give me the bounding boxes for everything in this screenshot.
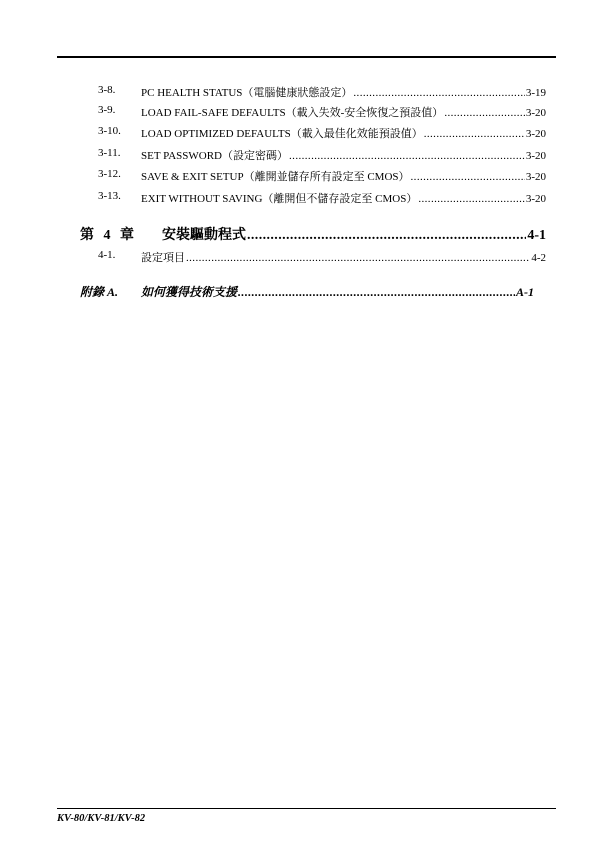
toc-entry-page: 3-20 <box>525 128 546 140</box>
toc-entry-page: 3-20 <box>525 171 546 183</box>
dot-leader <box>418 193 524 205</box>
dot-leader <box>411 171 525 183</box>
toc-entry-title: EXIT WITHOUT SAVING（離開但不儲存設定至 CMOS） <box>141 193 418 205</box>
toc-entry-title: LOAD OPTIMIZED DEFAULTS（載入最佳化效能預設值） <box>141 128 423 140</box>
dot-leader <box>289 150 525 162</box>
footer-model-name: KV-80/KV-81/KV-82 <box>57 813 146 824</box>
toc-appendix-page: A-1 <box>516 285 534 299</box>
toc-entry-title: PC HEALTH STATUS（電腦健康狀態設定） <box>141 87 353 99</box>
toc-entry-title: SET PASSWORD（設定密碼） <box>141 150 289 162</box>
toc-entry-number: 3-8. <box>98 84 116 96</box>
toc-entry-page: 3-20 <box>525 150 546 162</box>
dot-leader <box>247 228 526 244</box>
toc-chapter-page: 4-1 <box>527 228 546 243</box>
toc-chapter-title: 安裝驅動程式 <box>162 228 246 243</box>
toc-entry-number: 3-12. <box>98 168 121 180</box>
dot-leader <box>444 107 525 119</box>
toc-entry-number: 3-9. <box>98 104 116 116</box>
dot-leader <box>424 128 525 140</box>
toc-entry-page: 3-20 <box>525 107 546 119</box>
toc-entry-title: LOAD FAIL-SAFE DEFAULTS（載入失效-安全恢復之預設值） <box>141 107 444 119</box>
toc-entry-title: 設定項目 <box>141 252 185 264</box>
dot-leader <box>353 87 524 99</box>
toc-entry-page: 4-2 <box>531 252 546 264</box>
toc-entry-number: 4-1. <box>98 249 116 261</box>
toc-entry-number: 3-13. <box>98 190 121 202</box>
toc-entry-page: 3-19 <box>525 87 546 99</box>
header-rule <box>57 56 556 58</box>
toc-entry-number: 3-10. <box>98 125 121 137</box>
toc-entry-number: 3-11. <box>98 147 121 159</box>
toc-entry-page: 3-20 <box>525 193 546 205</box>
dot-leader <box>186 252 530 264</box>
dot-leader <box>238 285 515 300</box>
toc-appendix-title: 如何獲得技術支援 <box>141 285 238 299</box>
toc-entry-title: SAVE & EXIT SETUP（離開並儲存所有設定至 CMOS） <box>141 171 410 183</box>
toc-appendix-number: 附錄 A. <box>80 285 119 299</box>
footer-rule <box>57 808 556 809</box>
toc-chapter-number: 第 4 章 <box>80 228 134 243</box>
